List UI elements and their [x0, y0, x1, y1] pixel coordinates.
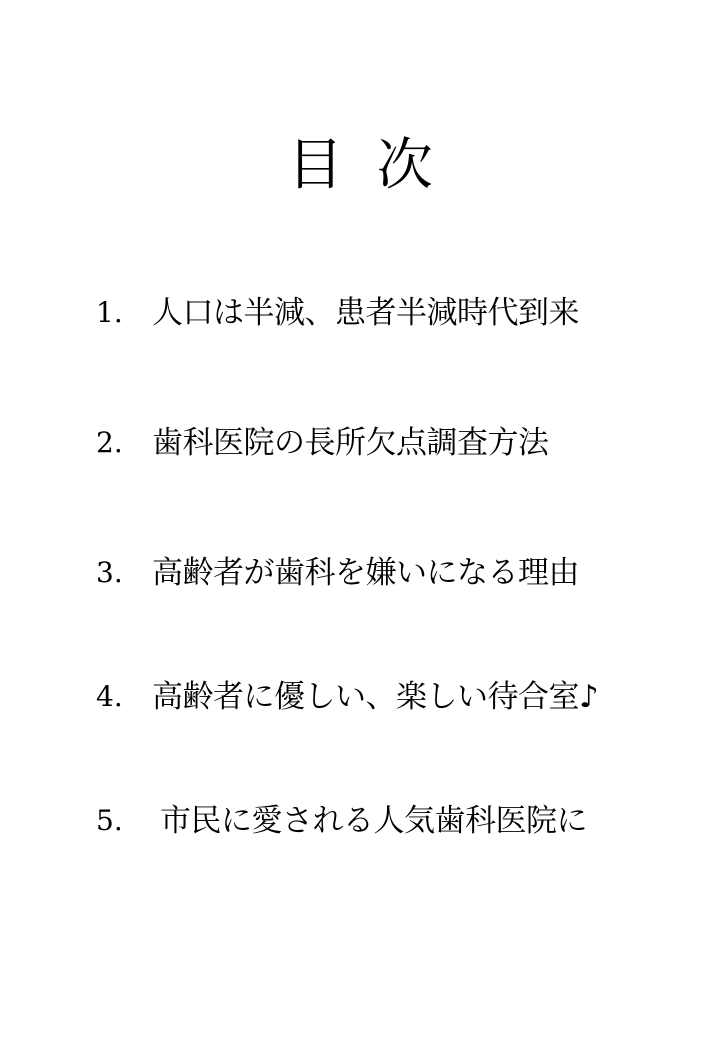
- toc-item-number: 3.: [96, 556, 123, 589]
- toc-item-number: 5.: [96, 804, 123, 837]
- toc-item-3: [96, 549, 656, 597]
- toc-item-1: [96, 289, 656, 337]
- toc-item-text: 高齢者が歯科を嫌いになる理由: [152, 555, 579, 591]
- toc-item-text: 歯科医院の長所欠点調査方法: [152, 425, 549, 461]
- toc-item-number: 2.: [96, 426, 123, 459]
- toc-item-text: 人口は半減、患者半減時代到来: [152, 295, 579, 331]
- toc-item-number: 4.: [96, 680, 123, 713]
- toc-item-4: [96, 673, 656, 721]
- toc-item-number: 1.: [96, 296, 123, 329]
- toc-item-text: 高齢者に優しい、楽しい待合室♪: [152, 679, 599, 715]
- toc-item-5: [96, 797, 656, 845]
- page-title: 目次: [287, 133, 467, 198]
- toc-item-2: [96, 419, 656, 467]
- toc-item-text: 市民に愛される人気歯科医院に: [160, 803, 587, 839]
